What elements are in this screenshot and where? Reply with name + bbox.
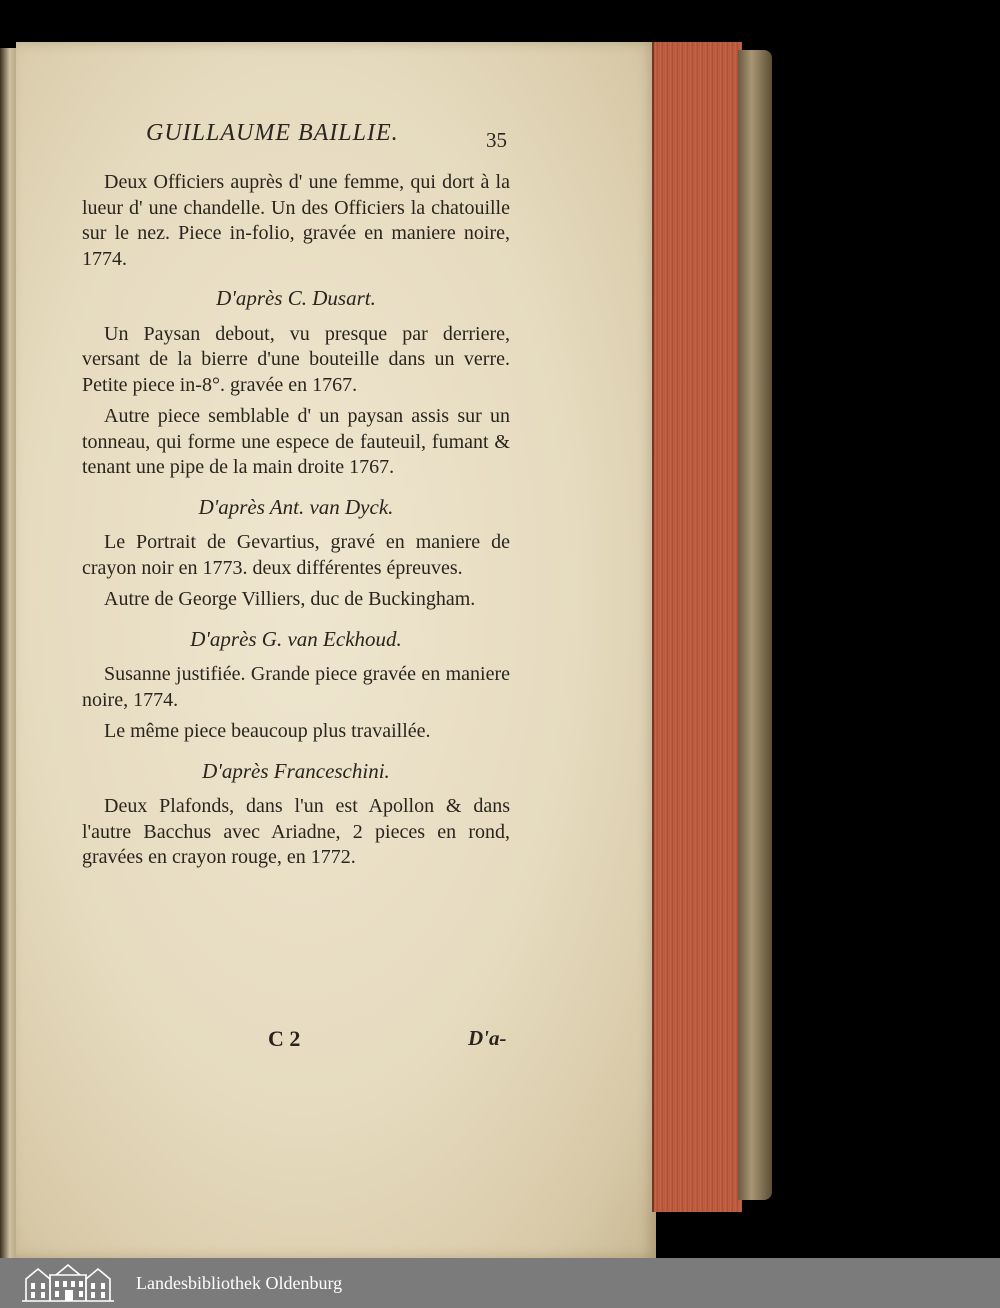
entry-paragraph: Susanne justifiée. Grande piece gravée en maniere noire, 1774.: [82, 663, 510, 711]
page-edges: [652, 42, 742, 1212]
entry-paragraph: Deux Officiers auprès d' une femme, qui dort à la lueur d' une chandelle. Un des Officiers la chatouille sur le nez. Piece in-folio, gravée en maniere noire, 1774.: [82, 171, 510, 270]
facing-page-edge: [0, 48, 16, 1258]
section-heading: D'après G. van Eckhoud.: [190, 626, 402, 651]
entry-paragraph: Autre de George Villiers, duc de Buckingham.: [104, 588, 476, 610]
page-number: 35: [486, 128, 507, 152]
entry-paragraph: Le même piece beaucoup plus travaillée.: [104, 720, 431, 742]
entry-paragraph: Un Paysan debout, vu presque par derriere, versant de la bierre d'une bouteille dans un verre. Petite piece in-8°. gravée en 1767.: [82, 322, 510, 396]
section-heading: D'après C. Dusart.: [216, 286, 376, 310]
library-name: Landesbibliothek Oldenburg: [136, 1272, 343, 1293]
section-heading: D'après Ant. van Dyck.: [198, 494, 394, 519]
entry-paragraph: Autre piece semblable d' un paysan assis sur un tonneau, qui forme une espece de fauteuil, fumant & tenant une pipe de la main droite 1767.: [82, 405, 510, 478]
section-heading: D'après Franceschini.: [202, 758, 390, 783]
signature-mark: C 2: [268, 1026, 301, 1051]
page-body: [82, 170, 510, 877]
entry-paragraph: Le Portrait de Gevartius, gravé en maniere de crayon noir en 1773. deux différentes épreuves.: [82, 531, 510, 579]
entry-paragraph: Deux Plafonds, dans l'un est Apollon & dans l'autre Bacchus avec Ariadne, 2 pieces en rond, gravées en crayon rouge, en 1772.: [82, 795, 510, 868]
footer-bar: [0, 1258, 1000, 1308]
catchword: D'a-: [468, 1026, 507, 1050]
running-head: GUILLAUME BAILLIE.: [146, 120, 399, 146]
library-building-icon: [18, 1261, 118, 1305]
book-cover: [738, 50, 772, 1200]
